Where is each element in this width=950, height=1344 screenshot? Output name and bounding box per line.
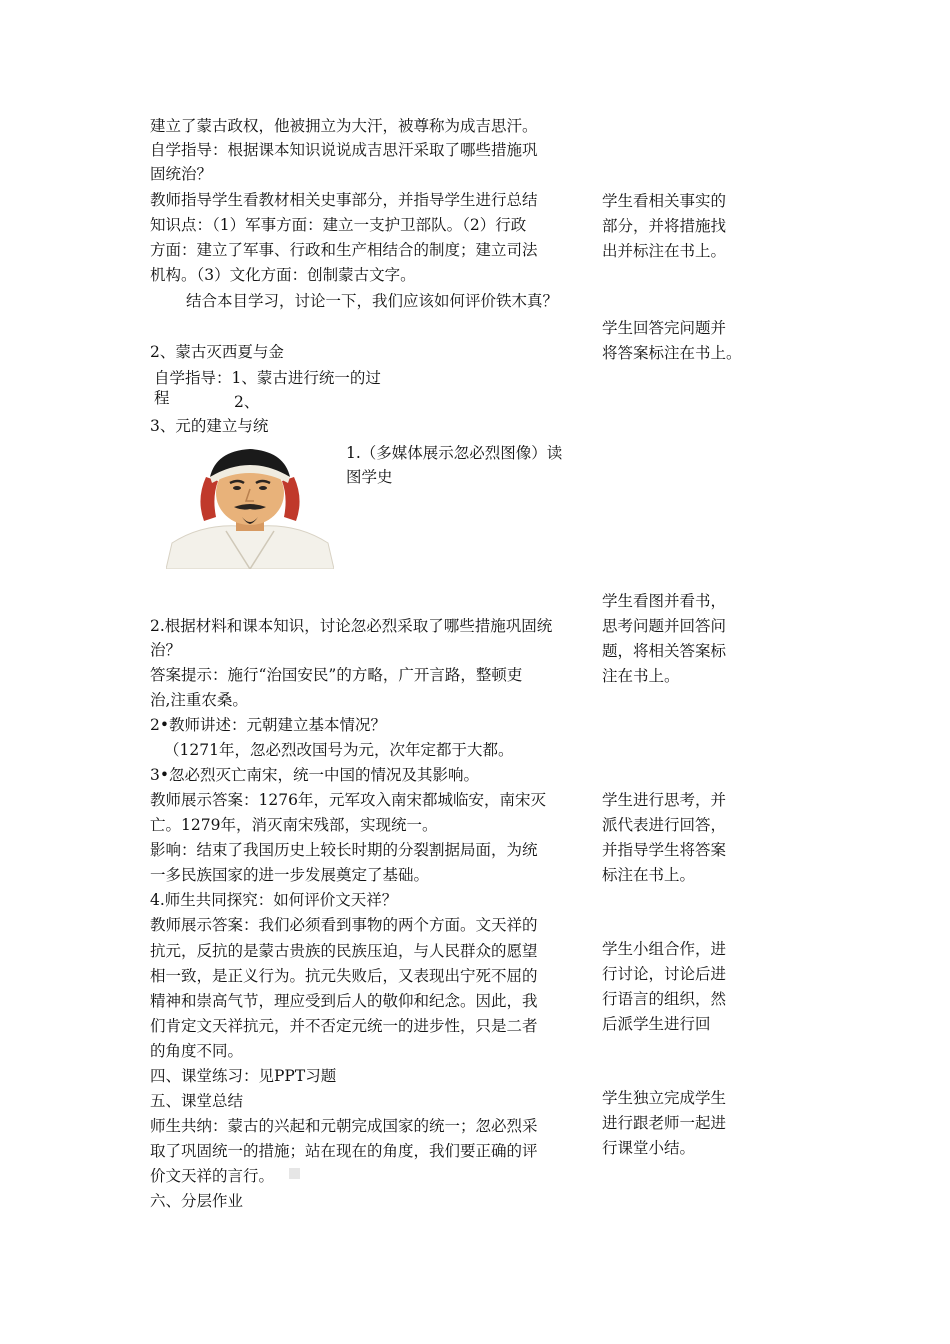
left-text-line: 治,注重农桑。: [150, 691, 248, 709]
left-text-line: 师生共纳：蒙古的兴起和元朝完成国家的统一；忽必烈采: [150, 1117, 538, 1135]
left-text-line: 教师展示答案：我们必须看到事物的两个方面。文天祥的: [150, 916, 538, 934]
left-text-line: 2.根据材料和课本知识，讨论忽必烈采取了哪些措施巩固统: [150, 617, 553, 635]
left-text-line: 机构。（3）文化方面：创制蒙古文字。: [150, 266, 416, 284]
right-text-line: 部分，并将措施找: [602, 217, 727, 235]
left-text-line: 抗元，反抗的是蒙古贵族的民族压迫，与人民群众的愿望: [150, 942, 538, 960]
left-text-line: 一多民族国家的进一步发展奠定了基础。: [150, 866, 430, 884]
left-text-line: 相一致，是正义行为。抗元失败后，又表现出宁死不屈的: [150, 967, 538, 985]
left-text-line: 精神和崇高气节，理应受到后人的敬仰和纪念。因此，我: [150, 992, 538, 1010]
left-text-line: （1271年，忽必烈改国号为元，次年定都于大都。: [164, 741, 514, 759]
left-text-line: 教师指导学生看教材相关史事部分，并指导学生进行总结: [150, 191, 538, 209]
left-text-line: 五、课堂总结: [150, 1092, 244, 1110]
right-text-line: 学生回答完问题并: [602, 319, 727, 337]
right-text-line: 注在书上。: [602, 667, 680, 685]
left-text-line: 程: [154, 389, 170, 407]
right-text-line: 学生独立完成学生: [602, 1089, 727, 1107]
left-text-line: 2•教师讲述：元朝建立基本情况？: [150, 716, 387, 734]
left-text-line: 自学指导：1、蒙古进行统一的过: [154, 369, 381, 387]
left-text-line: 取了巩固统一的措施；站在现在的角度，我们要正确的评: [150, 1142, 538, 1160]
left-text-line: 答案提示：施行“治国安民”的方略，广开言路，整顿吏: [150, 666, 523, 684]
left-text-line: 固统治？: [150, 165, 213, 183]
right-text-line: 行课堂小结。: [602, 1139, 696, 1157]
left-text-line: 教师展示答案：1276年，元军攻入南宋都城临安，南宋灭: [150, 791, 546, 809]
left-text-line: 价文天祥的言行。: [150, 1167, 275, 1185]
left-text-line: 结合本目学习，讨论一下，我们应该如何评价铁木真？: [186, 292, 559, 310]
right-text-line: 学生看图并看书，: [602, 592, 727, 610]
kublai-khan-portrait: [166, 447, 334, 569]
right-text-line: 思考问题并回答问: [602, 617, 727, 635]
right-text-line: 学生进行思考，并: [602, 791, 727, 809]
left-text-line: 影响：结束了我国历史上较长时期的分裂割据局面，为统: [150, 841, 538, 859]
left-text-line: 1.（多媒体展示忽必烈图像）读: [346, 444, 563, 462]
right-text-line: 行语言的组织，然: [602, 990, 727, 1008]
right-text-line: 出并标注在书上。: [602, 242, 727, 260]
right-text-line: 标注在书上。: [602, 866, 696, 884]
left-text-line: 图学史: [346, 468, 393, 486]
right-text-line: 进行跟老师一起进: [602, 1114, 727, 1132]
left-text-line: 自学指导：根据课本知识说说成吉思汗采取了哪些措施巩: [150, 141, 538, 159]
left-text-line: 2、蒙古灭西夏与金: [150, 343, 284, 361]
left-text-line: 建立了蒙古政权，他被拥立为大汗，被尊称为成吉思汗。: [150, 117, 538, 135]
left-text-line: 治？: [150, 641, 182, 659]
left-text-line: 六、分层作业: [150, 1192, 244, 1210]
left-text-line: 亡。1279年，消灭南宋残部，实现统一。: [150, 816, 438, 834]
right-text-line: 行讨论，讨论后进: [602, 965, 727, 983]
left-text-line: 3•忽必烈灭亡南宋，统一中国的情况及其影响。: [150, 766, 480, 784]
left-text-line: 的角度不同。: [150, 1042, 244, 1060]
right-text-line: 并指导学生将答案: [602, 841, 727, 859]
left-text-line: 们肯定文天祥抗元，并不否定元统一的进步性，只是二者: [150, 1017, 538, 1035]
left-text-line: 4.师生共同探究：如何评价文天祥？: [150, 891, 398, 909]
left-text-line: 知识点：（1）军事方面：建立一支护卫部队。（2）行政: [150, 216, 527, 234]
left-text-line: 2、: [234, 393, 260, 411]
left-text-line: 方面：建立了军事、行政和生产相结合的制度；建立司法: [150, 241, 538, 259]
right-text-line: 将答案标注在书上。: [602, 344, 742, 362]
left-text-line: 3、元的建立与统: [150, 417, 269, 435]
right-text-line: 学生小组合作，进: [602, 940, 727, 958]
right-text-line: 学生看相关事实的: [602, 192, 727, 210]
left-text-line: 四、课堂练习：见PPT习题: [150, 1067, 337, 1085]
right-text-line: 后派学生进行回: [602, 1015, 711, 1033]
right-text-line: 派代表进行回答，: [602, 816, 727, 834]
right-text-line: 题，将相关答案标: [602, 642, 727, 660]
gray-square-mark: [289, 1168, 300, 1179]
